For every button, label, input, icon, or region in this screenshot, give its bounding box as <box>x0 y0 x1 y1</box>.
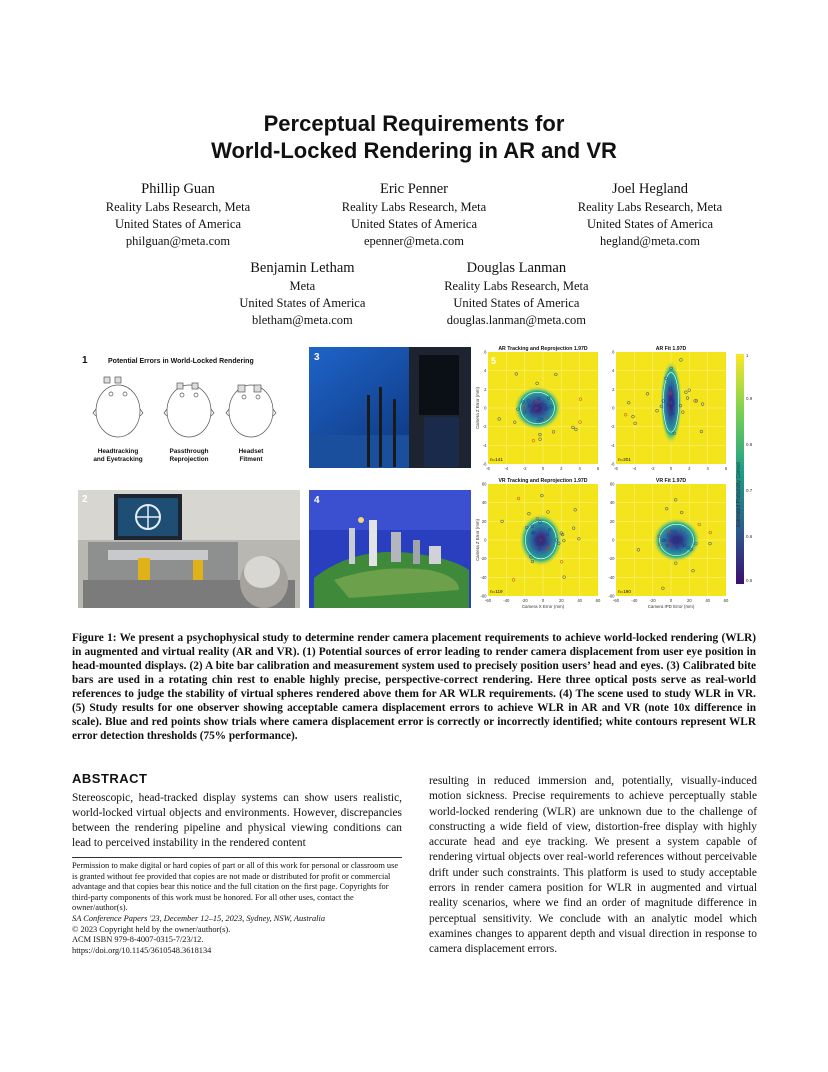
optical-posts-photo <box>309 347 471 468</box>
y-tick-label: 6 <box>612 349 615 355</box>
y-tick-label: 20 <box>481 518 487 524</box>
isbn-line: ACM ISBN 979-8-4007-0315-7/23/12. <box>72 935 204 945</box>
author-name: Benjamin Letham <box>250 260 355 276</box>
y-tick-label: -40 <box>480 574 487 580</box>
author-name: Joel Hegland <box>611 181 689 197</box>
x-tick-label: 0 <box>541 466 545 471</box>
y-tick-label: -20 <box>608 556 615 562</box>
author-block <box>106 180 250 250</box>
x-tick-label: 60 <box>595 598 601 603</box>
y-tick-label: 4 <box>484 368 487 374</box>
y-tick-label: -4 <box>482 442 487 448</box>
y-tick-label: 0 <box>612 405 615 411</box>
figure-panel-1 <box>78 345 298 470</box>
y-axis-label: Camera Z Error (mm) <box>475 519 480 561</box>
author-country: United States of America <box>350 217 477 231</box>
y-tick-label: -40 <box>608 574 615 580</box>
colorbar-tick: 0.7 <box>746 488 753 493</box>
author-country: United States of America <box>453 296 580 310</box>
plot-n-label: n=201 <box>618 457 631 462</box>
author-name: Eric Penner <box>379 181 449 197</box>
y-tick-label: 0 <box>612 537 615 543</box>
figure-panel-3-photo <box>309 347 471 468</box>
author-email[interactable]: epenner@meta.com <box>363 234 464 248</box>
y-tick-label: -6 <box>610 461 615 467</box>
x-tick-label: 60 <box>723 598 729 603</box>
x-tick-label: -60 <box>484 598 492 603</box>
y-tick-label: -60 <box>608 593 615 599</box>
plot-title: AR Tracking and Reprojection 1.97D <box>498 346 588 352</box>
figure-panel-4-photo <box>309 490 471 608</box>
panel-4-number: 4 <box>314 495 320 506</box>
panel-1-label: and Eyetracking <box>93 456 143 463</box>
y-tick-label: 6 <box>484 349 487 355</box>
panel-1-label: Passthrough <box>169 448 209 455</box>
colorbar-tick: 1 <box>746 353 749 358</box>
y-tick-label: -6 <box>482 461 487 467</box>
author-country: United States of America <box>114 217 241 231</box>
panel-1-label: Headset <box>238 448 264 455</box>
plot-title: VR Tracking and Reprojection 1.97D <box>498 478 588 484</box>
x-tick-label: -6 <box>486 466 490 471</box>
author-country: United States of America <box>239 296 366 310</box>
x-axis-label: Camera X Error (mm) <box>521 604 565 609</box>
author-name: Phillip Guan <box>141 181 215 197</box>
plot-title: AR Fit 1.97D <box>655 346 687 352</box>
y-tick-label: -2 <box>482 424 487 430</box>
figure-panel-2-photo <box>78 490 300 608</box>
x-tick-label: 20 <box>558 598 564 603</box>
colorbar-tick: 0.9 <box>746 396 753 401</box>
x-tick-label: -6 <box>614 466 618 471</box>
y-tick-label: -60 <box>480 593 487 599</box>
x-tick-label: 40 <box>577 598 583 603</box>
panel-5-number: 5 <box>491 356 497 366</box>
panel-1-number: 1 <box>82 355 88 366</box>
colorbar-label: Estimated Probability Correct <box>736 462 742 527</box>
author-block <box>444 259 588 329</box>
abstract-text-right: resulting in reduced immersion and, potentially, visually-induced motion sickness. Precise requirements to achieve perceptually stable world-locked rendering (WLR) are unknown due to the challenge of constructing a wide field of view, distortion-free display with highly accurate head and eye tracking. We present a system capable of rendering virtual objects over real-world references without perceivable drift under such constraints. This platform is used to study acceptable errors in render camera position for WLR in augmented and virtual reality scenarios, where we find an order of magnitude difference in perceptual sensitivity. We conclude with an analytic model which examines changes to apparent depth and visual direction in response to camera displacement errors. <box>429 775 757 956</box>
author-affiliation: Reality Labs Research, Meta <box>341 200 487 214</box>
author-email[interactable]: philguan@meta.com <box>125 234 231 248</box>
colorbar-tick: 0.6 <box>746 534 753 539</box>
author-affiliation: Reality Labs Research, Meta <box>444 279 589 293</box>
panel-1-label: Headtracking <box>97 448 139 455</box>
y-tick-label: 60 <box>609 481 615 487</box>
x-tick-label: -40 <box>503 598 510 603</box>
x-tick-label: -4 <box>632 466 637 471</box>
author-affiliation: Reality Labs Research, Meta <box>577 200 723 214</box>
author-block <box>578 180 722 250</box>
title-line-1: Perceptual Requirements for <box>263 111 565 136</box>
author-email[interactable]: bletham@meta.com <box>252 313 353 327</box>
y-tick-label: 2 <box>612 386 615 392</box>
x-axis-label: Camera IPD Error (mm) <box>647 604 695 609</box>
author-affiliation: Meta <box>289 279 316 293</box>
x-tick-label: 4 <box>706 466 709 471</box>
figure-caption: Figure 1: We present a psychophysical study to determine render camera placement requirements to achieve world-locked rendering (WLR) in augmented and virtual reality (AR and VR). (1) Potential sources of error leading to render camera displacement from user eye position in head-mounted displays. (2) A bite bar calibration and measurement system used to precisely position users’ head and eyes. (3) Calibrated bite bars are used in a rotating chin rest to enable highly precise, perspective-correct rendering. Here three optical posts serve as real-world references to judge the stability of virtual spheres rendered above them for AR WLR requirements. (4) The scene used to study WLR in VR. (5) Study results for one observer showing acceptable camera displacement errors to achieve WLR in AR and VR (note 10x difference in scale). Blue and red points show trials where camera displacement error is correctly or incorrectly identified; white contours represent WLR error detection thresholds (75% performance). <box>72 632 756 742</box>
x-tick-label: -20 <box>649 598 656 603</box>
x-tick-label: -20 <box>521 598 528 603</box>
abstract-text-left: Stereoscopic, head-tracked display systems can show users realistic, world-locked virtual objects and environments. However, discrepancies between the rendering pipeline and physical viewing conditions can lead to perceived instability in the rendered content <box>72 792 402 849</box>
x-tick-label: 0 <box>541 598 545 603</box>
authors-row-1 <box>0 180 828 250</box>
y-tick-label: 0 <box>484 537 487 543</box>
doi-link[interactable]: https://doi.org/10.1145/3610548.3618134 <box>72 945 212 955</box>
authors-row-2 <box>0 259 828 329</box>
panel-2-number: 2 <box>82 494 88 505</box>
plot-n-label: n=141 <box>490 457 503 462</box>
x-tick-label: -4 <box>504 466 509 471</box>
y-tick-label: 40 <box>481 500 487 506</box>
author-name: Douglas Lanman <box>466 260 567 276</box>
x-tick-label: 4 <box>578 466 581 471</box>
plot-n-label: n=119 <box>490 589 503 594</box>
y-tick-label: -2 <box>610 424 615 430</box>
panel-3-number: 3 <box>314 352 320 363</box>
x-tick-label: -2 <box>650 466 655 471</box>
colorbar-tick: 0.5 <box>746 578 753 583</box>
head-diagram <box>78 345 298 470</box>
x-tick-label: -40 <box>631 598 638 603</box>
figure-panel-5-plots <box>476 342 758 612</box>
colorbar-tick: 0.8 <box>746 442 753 447</box>
panel-1-label: Fitment <box>239 456 263 463</box>
x-tick-label: 40 <box>705 598 711 603</box>
conference-line: SA Conference Papers '23, December 12–15, 2023, Sydney, NSW, Australia <box>72 913 326 923</box>
author-country: United States of America <box>586 217 713 231</box>
y-axis-label: Camera Z Error (mm) <box>475 387 480 429</box>
y-tick-label: 4 <box>612 368 615 374</box>
footnote-rule <box>72 857 402 858</box>
y-tick-label: 40 <box>609 500 615 506</box>
x-tick-label: 0 <box>669 598 673 603</box>
author-email[interactable]: hegland@meta.com <box>599 234 701 248</box>
abstract-heading: ABSTRACT <box>72 771 148 786</box>
x-tick-label: 6 <box>724 466 728 471</box>
author-affiliation: Reality Labs Research, Meta <box>105 200 251 214</box>
y-tick-label: 2 <box>484 386 487 392</box>
results-plots <box>476 342 758 612</box>
x-tick-label: 20 <box>686 598 692 603</box>
permission-text: Permission to make digital or hard copies of part or all of this work for personal or classroom use is granted without fee provided that copies are not made or distributed for profit or commercial advantage and that copies bear this notice and the full citation on the first page. Copyrights for third-party components of this work must be honored. For all other uses, contact the owner/author(s). <box>72 861 399 913</box>
author-email[interactable]: douglas.lanman@meta.com <box>446 313 587 327</box>
y-tick-label: 20 <box>609 518 615 524</box>
y-tick-label: -4 <box>610 442 615 448</box>
y-tick-label: 0 <box>484 405 487 411</box>
x-tick-label: 2 <box>688 466 691 471</box>
bite-bar-photo <box>78 490 300 608</box>
x-tick-label: -2 <box>522 466 527 471</box>
title-line-2: World-Locked Rendering in AR and VR <box>211 138 617 163</box>
x-tick-label: 6 <box>596 466 600 471</box>
copyright-line: © 2023 Copyright held by the owner/author(s). <box>72 924 231 934</box>
y-tick-label: -20 <box>480 556 487 562</box>
author-block <box>239 259 365 329</box>
permission-block <box>72 861 405 956</box>
x-tick-label: 0 <box>669 466 673 471</box>
panel-1-label: Reprojection <box>169 456 209 463</box>
plot-title: VR Fit 1.97D <box>655 478 687 484</box>
vr-scene-photo <box>309 490 471 608</box>
panel-1-title: Potential Errors in World-Locked Rendering <box>108 358 254 365</box>
author-block <box>342 180 486 250</box>
x-tick-label: -60 <box>612 598 620 603</box>
paper-title <box>0 110 828 164</box>
y-tick-label: 60 <box>481 481 487 487</box>
x-tick-label: 2 <box>560 466 563 471</box>
plot-n-label: n=190 <box>618 589 631 594</box>
